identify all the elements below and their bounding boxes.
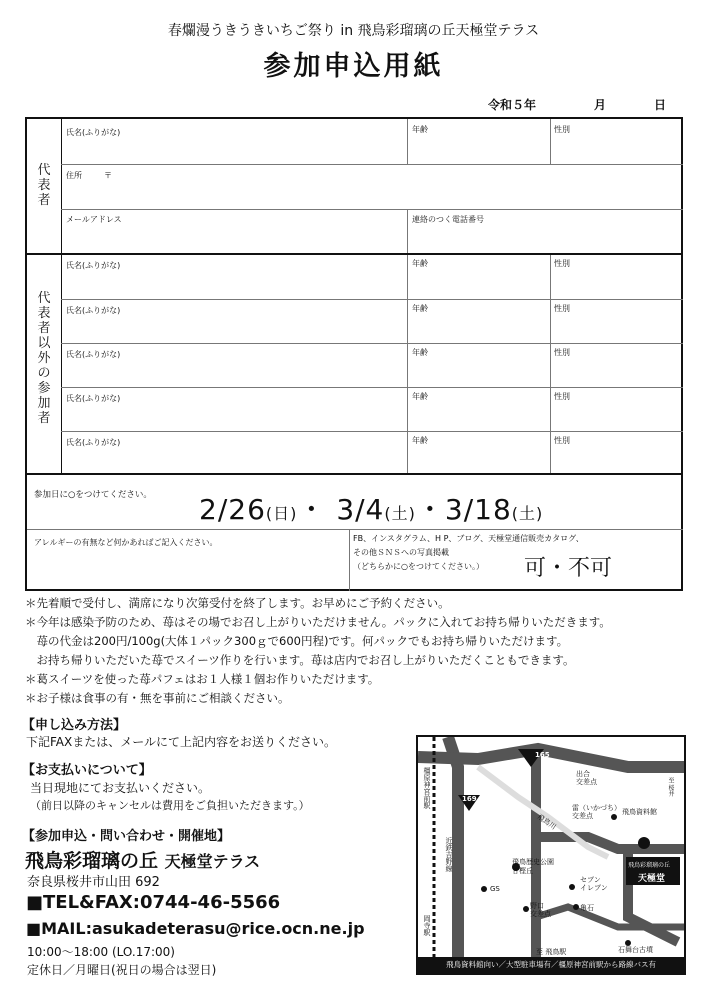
participant-name-field[interactable]: 氏名(ふりがな) — [66, 438, 121, 447]
participant-age-field[interactable]: 年齢 — [412, 259, 428, 268]
map-label-seven: セブン — [580, 876, 601, 884]
rep-address-field[interactable]: 住所 — [66, 171, 82, 180]
participant-sex-field[interactable]: 性別 — [554, 392, 570, 401]
map-footer: 飛鳥資料館向い／大型駐車場有／橿原神宮前駅から路線バス有 — [418, 957, 684, 973]
map-label-ikazuchi-2: 交差点 — [572, 812, 593, 820]
side-divider — [61, 119, 62, 473]
event-subtitle: 春爛漫うきうきいちご祭り in 飛鳥彩瑠璃の丘天極堂テラス — [167, 23, 540, 39]
rep-email-field[interactable]: メールアドレス — [66, 215, 122, 224]
route-169-sign: 169 — [462, 795, 477, 803]
participant-name-field[interactable]: 氏名(ふりがな) — [66, 350, 121, 359]
map-label-rekishi: 飛鳥歴史公園 — [512, 858, 554, 866]
map-label-shiryokan: 飛鳥資料館 — [622, 808, 657, 816]
participant-age-field[interactable]: 年齢 — [412, 436, 428, 445]
cancel-policy: （前日以降のキャンセルは費用をご負担いただきます。） — [30, 799, 310, 812]
section-divider — [27, 253, 683, 255]
postal-mark: 〒 — [104, 171, 112, 180]
map-label-tenkyokudo: 天極堂 — [638, 874, 666, 884]
age-divider — [407, 119, 408, 164]
venue-name: 飛鳥彩瑠璃の丘 天極堂テラス — [25, 850, 261, 872]
participant-sex-field[interactable]: 性別 — [554, 436, 570, 445]
date-era: 令和５年 — [488, 98, 537, 112]
photo-consent-options[interactable]: 可・不可 — [524, 556, 613, 581]
map-label-kashihara: 橿原神宮前駅 — [423, 767, 431, 809]
closed-day: 定休日／月曜日(祝日の場合は翌日) — [27, 963, 217, 977]
map-label-gs: GS — [490, 885, 500, 893]
map-label-okadera: 岡寺駅 — [423, 915, 431, 936]
participant-age-field[interactable]: 年齢 — [412, 304, 428, 313]
allergy-field[interactable]: アレルギーの有無など何かあればご記入ください。 — [34, 538, 218, 547]
date-option-3[interactable]: 3/18 — [444, 493, 512, 526]
participant-age-field[interactable]: 年齢 — [412, 348, 428, 357]
rep-age-field[interactable]: 年齢 — [412, 125, 428, 134]
representative-label: 代 表 者 — [37, 163, 51, 208]
map-label-noguchi-2: 交差点 — [530, 910, 551, 918]
map-label-kameishi: 亀石 — [580, 904, 594, 912]
map-label-ishibutai: 石舞台古墳 — [618, 946, 653, 954]
email-address[interactable]: ■MAIL:asukadeterasu@rice.ocn.ne.jp — [26, 919, 365, 938]
note-item: 苺の代金は200円/100g(大体１パック300ｇで600円程)です。何パックでもお持ち帰りいただけます。 — [25, 634, 569, 648]
map-label-amakashi: 甘樫丘 — [512, 867, 533, 875]
notes — [25, 594, 611, 708]
route-165-sign: 165 — [535, 751, 550, 759]
photo-divider — [349, 529, 350, 591]
event-dates: 2/26(日)・ 3/4(土)・3/18(土) — [199, 493, 544, 526]
date-month: 月 — [594, 98, 607, 112]
note-item: お持ち帰りいただいた苺でスイーツ作りを行います。苺は店内でお召し上がりいただくこともできます。 — [25, 653, 575, 667]
participant-age-field[interactable]: 年齢 — [412, 392, 428, 401]
note-item: ＊先着順で受付し、満席になり次第受付を終了します。お早めにご予約ください。 — [25, 596, 450, 610]
date-option-1[interactable]: 2/26 — [199, 493, 266, 526]
payment-text: 当日現地にてお支払いください。 — [30, 781, 211, 795]
map-label-noguchi: 野口 — [530, 902, 544, 910]
map-label-asuka-station: 至 飛鳥駅 — [536, 948, 567, 956]
opening-hours: 10:00〜18:00 (LO.17:00) — [27, 945, 175, 959]
map-label-deai: 出合 — [576, 770, 590, 778]
photo-consent-line1: FB、インスタグラム、H P、ブログ、天極堂通信販売カタログ、 — [353, 534, 584, 543]
venue-address: 奈良県桜井市山田 692 — [27, 875, 160, 890]
apply-heading: 【申し込み方法】 — [22, 718, 127, 733]
note-item: ＊今年は感染予防のため、苺はその場でお召し上がりいただけません。パックに入れてお持ち帰りいただきます。 — [25, 615, 611, 629]
apply-text: 下記FAXまたは、メールにて上記内容をお送りください。 — [26, 735, 336, 749]
rep-phone-field[interactable]: 連絡のつく電話番号 — [412, 215, 484, 224]
phone-divider — [407, 209, 408, 253]
sex-divider-2 — [550, 255, 551, 473]
contact-heading: 【参加申込・問い合わせ・開催地】 — [22, 829, 231, 844]
participant-sex-field[interactable]: 性別 — [554, 304, 570, 313]
age-divider-2 — [407, 255, 408, 473]
map-label-sakurai: 至 桜井 — [667, 777, 674, 797]
rep-name-field[interactable]: 氏名(ふりがな) — [66, 128, 121, 137]
map-label-shop: 飛鳥彩瑠璃の丘 — [628, 862, 671, 869]
payment-heading: 【お支払いについて】 — [22, 763, 152, 778]
map-label-kintetsu: 近鉄吉野線 — [445, 837, 453, 872]
map-label-seven-2: イレブン — [580, 884, 608, 892]
tel-fax: ■TEL&FAX:0744-46-5566 — [26, 892, 281, 913]
access-map — [416, 735, 686, 975]
map-label-river: 飛鳥川 — [535, 812, 558, 832]
map-graphic — [418, 737, 684, 973]
participant-sex-field[interactable]: 性別 — [554, 348, 570, 357]
map-label-ikazuchi: 雷（いかづち） — [572, 804, 621, 812]
other-participants-label: 代 表 者 以 外 の 参 加 者 — [37, 291, 51, 426]
note-item: ＊葛スイーツを使った苺パフェはお１人様１個お作りいただけます。 — [25, 672, 380, 686]
photo-consent-line3: （どちらかに○をつけてください。） — [353, 562, 484, 571]
date-instruction: 参加日に○をつけてください。 — [34, 490, 152, 500]
date-option-2[interactable]: 3/4 — [336, 493, 385, 526]
participant-name-field[interactable]: 氏名(ふりがな) — [66, 261, 121, 270]
rep-sex-field[interactable]: 性別 — [554, 125, 570, 134]
participant-sex-field[interactable]: 性別 — [554, 259, 570, 268]
participant-name-field[interactable]: 氏名(ふりがな) — [66, 306, 121, 315]
map-label-deai-2: 交差点 — [576, 778, 597, 786]
photo-consent-line2: その他ＳＮＳへの写真掲載 — [353, 548, 449, 557]
application-form — [25, 117, 683, 591]
date-day: 日 — [654, 98, 667, 112]
page-title: 参加申込用紙 — [263, 51, 444, 82]
participant-name-field[interactable]: 氏名(ふりがな) — [66, 394, 121, 403]
note-item: ＊お子様は食事の有・無を事前にご相談ください。 — [25, 691, 290, 705]
sex-divider — [550, 119, 551, 164]
